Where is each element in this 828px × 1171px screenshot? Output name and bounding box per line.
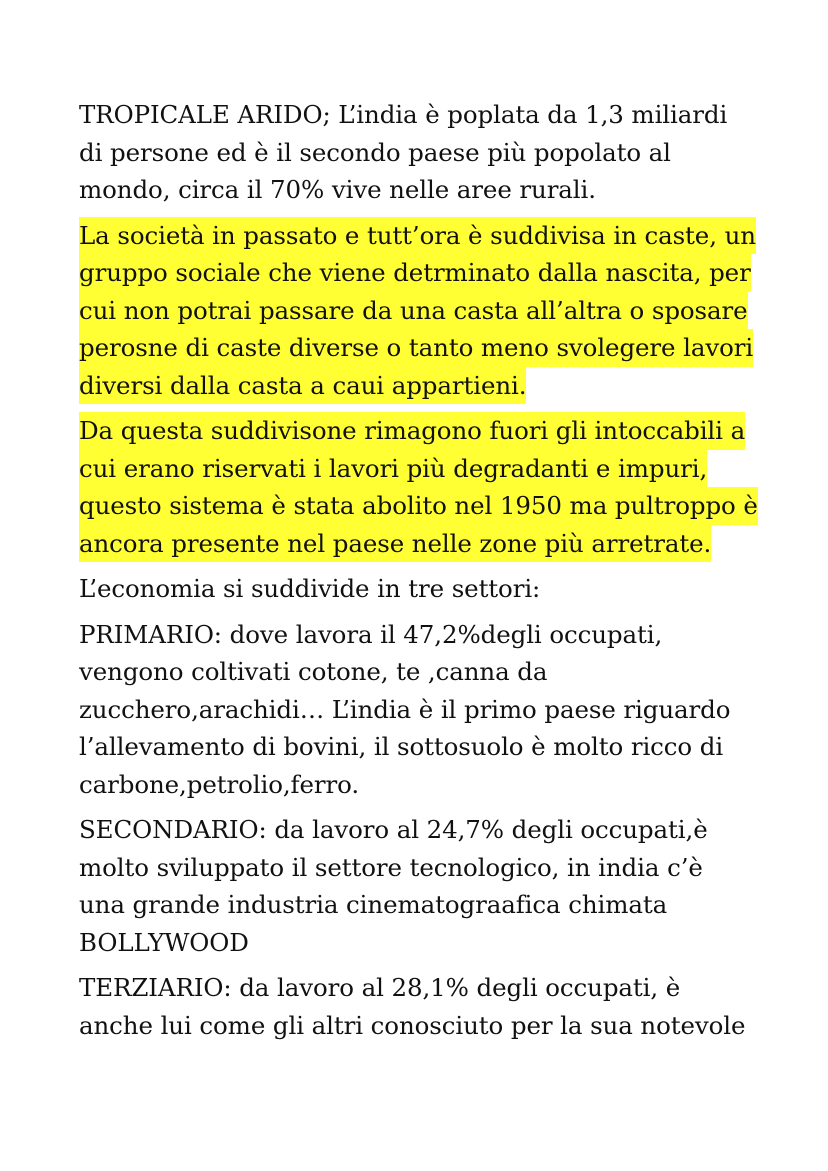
text-line: questo sistema è stata abolito nel 1950 ma pultroppo è <box>79 487 758 525</box>
paragraph-economy-intro <box>79 570 759 608</box>
text-line: L’economia si suddivide in tre settori: <box>79 574 541 603</box>
text-line: di persone ed è il secondo paese più popolato al <box>79 137 671 167</box>
paragraph-tertiary-sector <box>79 969 759 1044</box>
text-line: carbone,petrolio,ferro. <box>79 769 360 799</box>
text-line: perosne di caste diverse o tanto meno svolegere lavori <box>79 329 753 367</box>
text-line: una grande industria cinematograafica chimata <box>79 890 668 919</box>
text-line: Da questa suddivisone rimagono fuori gli intoccabili a <box>79 412 745 450</box>
paragraph-primary-sector <box>79 616 759 804</box>
text-line: cui erano riservati i lavori più degradanti e impuri, <box>79 450 707 488</box>
text-line: mondo, circa il 70% vive nelle aree rurali. <box>79 175 596 204</box>
text-line: diversi dalla casta a caui appartieni. <box>79 367 526 405</box>
document-page <box>79 96 759 1052</box>
text-line: gruppo sociale che viene detrminato dalla nascita, per <box>79 254 751 292</box>
highlighted-paragraph-untouchables <box>79 412 759 562</box>
text-line: l’allevamento di bovini, il sottosuolo è molto ricco di <box>79 732 724 761</box>
text-line: La società in passato e tutt’ora è suddivisa in caste, un <box>79 217 756 255</box>
paragraph-secondary-sector <box>79 811 759 961</box>
text-line: TERZIARIO: da lavoro al 28,1% degli occupati, è <box>79 973 681 1002</box>
text-line: vengono coltivati cotone, te ,canna da <box>79 657 548 686</box>
text-line: cui non potrai passare da una casta all’altra o sposare <box>79 292 748 330</box>
text-line: anche lui come gli altri conosciuto per la sua notevole <box>79 1010 746 1040</box>
text-line: ancora presente nel paese nelle zone più arretrate. <box>79 525 711 563</box>
paragraph-intro <box>79 96 759 209</box>
text-line: TROPICALE ARIDO; L’india è poplata da 1,3 miliardi <box>79 100 728 129</box>
highlighted-paragraph-caste <box>79 217 759 405</box>
text-line: zucchero,arachidi… L’india è il primo paese riguardo <box>79 694 731 724</box>
text-line: BOLLYWOOD <box>79 927 249 957</box>
text-line: molto sviluppato il settore tecnologico, in india c’è <box>79 852 703 882</box>
text-line: PRIMARIO: dove lavora il 47,2%degli occupati, <box>79 619 663 649</box>
text-line: SECONDARIO: da lavoro al 24,7% degli occupati,è <box>79 815 708 844</box>
